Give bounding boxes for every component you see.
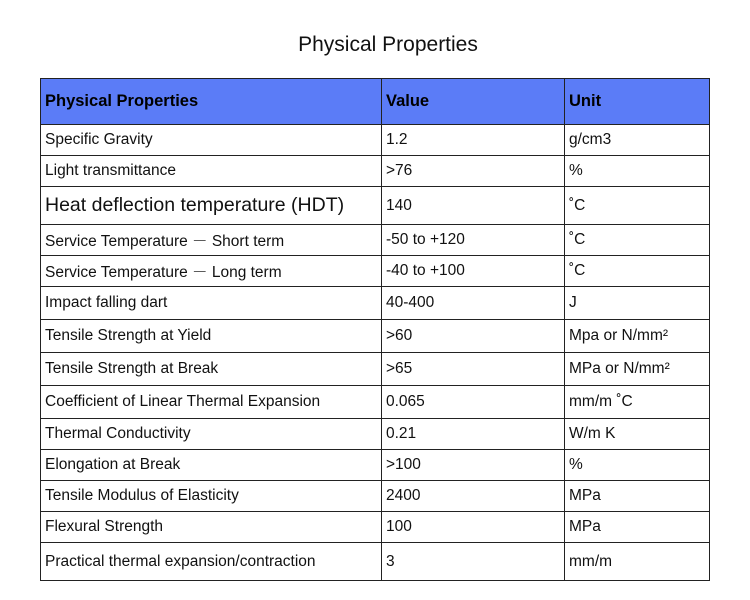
table-row <box>41 125 710 156</box>
value-cell: >60 <box>382 320 565 353</box>
physical-properties-table <box>40 78 710 581</box>
property-cell: Specific Gravity <box>41 125 382 156</box>
table-row <box>41 386 710 419</box>
value-cell: 0.21 <box>382 419 565 450</box>
property-cell: Coefficient of Linear Thermal Expansion <box>41 386 382 419</box>
value-cell: 3 <box>382 543 565 581</box>
table-row <box>41 419 710 450</box>
unit-cell: ˚C <box>565 256 710 287</box>
table-header-row <box>41 79 710 125</box>
unit-cell: J <box>565 287 710 320</box>
header-value: Value <box>382 79 565 125</box>
header-unit: Unit <box>565 79 710 125</box>
page-title: Physical Properties <box>298 33 478 56</box>
property-cell: Heat deflection temperature (HDT) <box>41 187 382 225</box>
unit-cell: % <box>565 156 710 187</box>
value-cell: 2400 <box>382 481 565 512</box>
unit-cell: mm/m ˚C <box>565 386 710 419</box>
value-cell: >76 <box>382 156 565 187</box>
value-cell: 100 <box>382 512 565 543</box>
property-cell: Tensile Modulus of Elasticity <box>41 481 382 512</box>
property-cell: Service Temperature － Short term <box>41 225 382 256</box>
unit-cell: MPa <box>565 481 710 512</box>
unit-cell: ˚C <box>565 225 710 256</box>
header-property: Physical Properties <box>41 79 382 125</box>
table-row <box>41 256 710 287</box>
unit-cell: g/cm3 <box>565 125 710 156</box>
value-cell: 1.2 <box>382 125 565 156</box>
property-cell: Elongation at Break <box>41 450 382 481</box>
table-row <box>41 225 710 256</box>
unit-cell: MPa or N/mm² <box>565 353 710 386</box>
property-cell: Thermal Conductivity <box>41 419 382 450</box>
value-cell: -40 to +100 <box>382 256 565 287</box>
unit-cell: mm/m <box>565 543 710 581</box>
unit-cell: ˚C <box>565 187 710 225</box>
table-row <box>41 320 710 353</box>
table-row <box>41 543 710 581</box>
value-cell: >65 <box>382 353 565 386</box>
table-row <box>41 450 710 481</box>
value-cell: -50 to +120 <box>382 225 565 256</box>
value-cell: 40-400 <box>382 287 565 320</box>
unit-cell: W/m K <box>565 419 710 450</box>
unit-cell: MPa <box>565 512 710 543</box>
value-cell: 140 <box>382 187 565 225</box>
table-row <box>41 481 710 512</box>
table-row <box>41 287 710 320</box>
table-row <box>41 353 710 386</box>
property-cell: Flexural Strength <box>41 512 382 543</box>
property-cell: Tensile Strength at Break <box>41 353 382 386</box>
property-cell: Practical thermal expansion/contraction <box>41 543 382 581</box>
table-row <box>41 512 710 543</box>
table-row <box>41 187 710 225</box>
unit-cell: % <box>565 450 710 481</box>
unit-cell: Mpa or N/mm² <box>565 320 710 353</box>
property-cell: Impact falling dart <box>41 287 382 320</box>
property-cell: Tensile Strength at Yield <box>41 320 382 353</box>
value-cell: >100 <box>382 450 565 481</box>
property-cell: Service Temperature － Long term <box>41 256 382 287</box>
table-row <box>41 156 710 187</box>
value-cell: 0.065 <box>382 386 565 419</box>
property-cell: Light transmittance <box>41 156 382 187</box>
